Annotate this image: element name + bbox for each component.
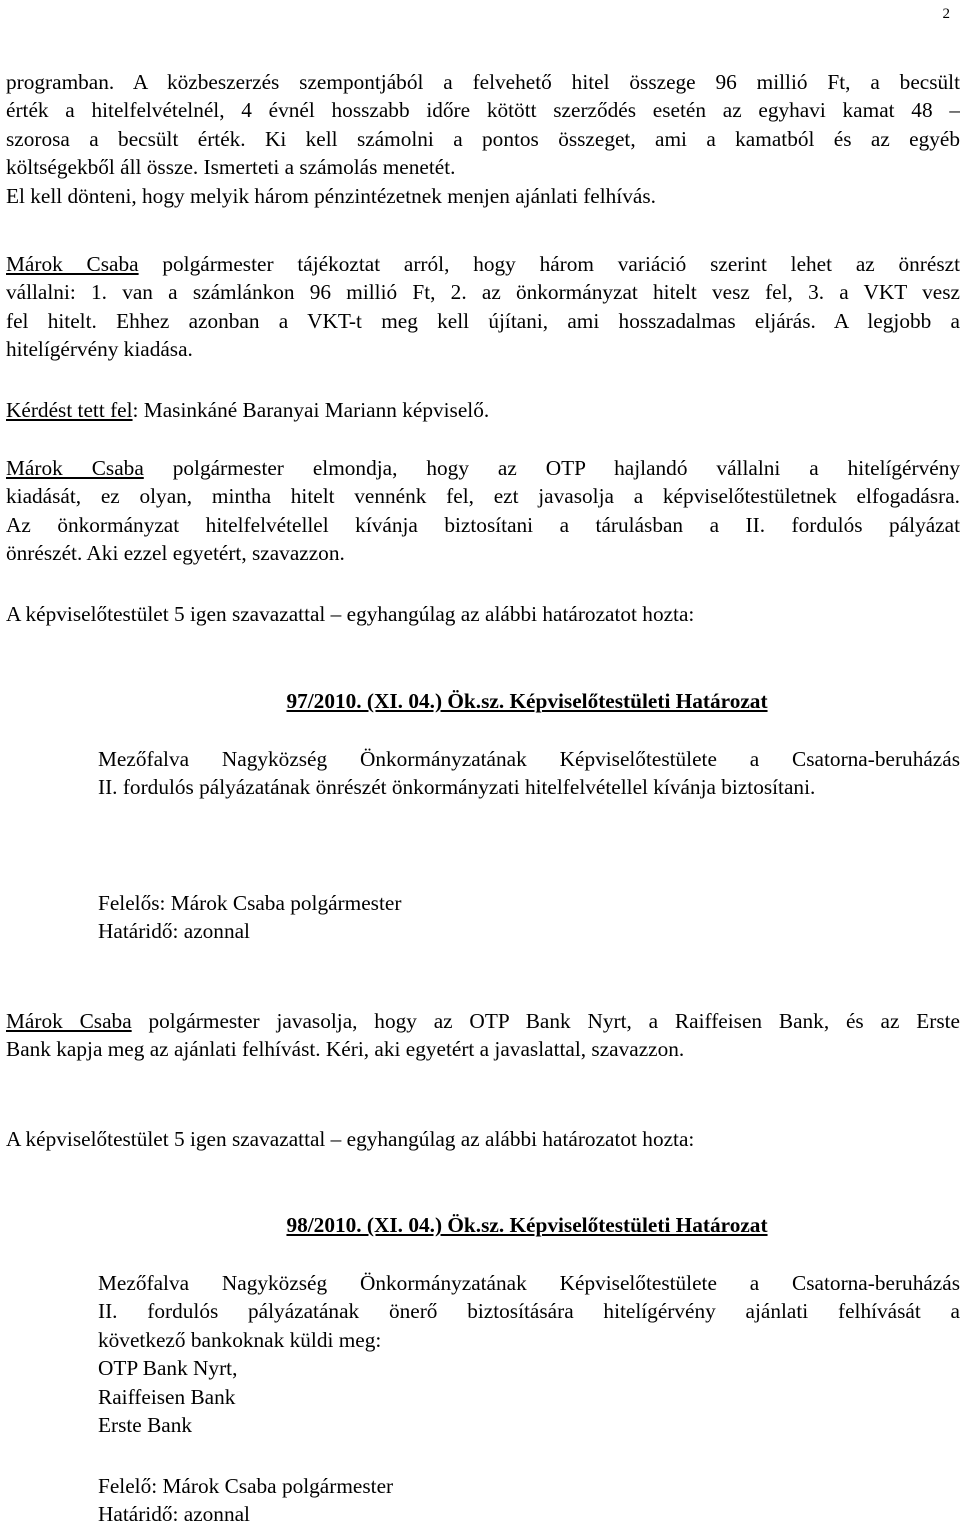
text-line: következő bankoknak küldi meg: bbox=[98, 1327, 382, 1352]
text-line: El kell dönteni, hogy melyik három pénzintézetnek menjen ajánlati felhívás. bbox=[6, 183, 656, 208]
text-line: Bank kapja meg az ajánlati felhívást. Kéri, aki egyetért a javaslattal, szavazzon. bbox=[6, 1037, 685, 1062]
resolution-body-1 bbox=[98, 745, 960, 802]
resolution-responsible-1 bbox=[98, 889, 960, 946]
resolution-body-2 bbox=[98, 1269, 960, 1439]
text-line: Mezőfalva Nagyközség Önkormányzatának Képviselőtestülete a Csatorna-beruházás bbox=[98, 747, 960, 771]
paragraph-intro bbox=[6, 68, 960, 210]
text-line: Az önkormányzat hitelfelvétellel kívánja biztosítani a tárulásban a II. fordulós pályázat bbox=[6, 512, 960, 537]
text-line: Márok Csaba polgármester tájékoztat arról, hogy három variáció szerint lehet az önrészt bbox=[6, 252, 960, 276]
text-line: költségekből áll össze. Ismerteti a számolás menetét. bbox=[6, 155, 456, 180]
text-line: fel hitelt. Ehhez azonban a VKT-t meg kell újítani, ami hosszadalmas eljárás. A legjobb a bbox=[6, 308, 960, 333]
text-line: önrészét. Aki ezzel egyetért, szavazzon. bbox=[6, 541, 345, 566]
paragraph-question bbox=[6, 396, 960, 424]
text-line: vállalni: 1. van a számlánkon 96 millió Ft, 2. az önkormányzat hitelt vesz fel, 3. a VKT vesz bbox=[6, 280, 960, 305]
paragraph-mayor-info bbox=[6, 250, 960, 364]
speaker-name: Márok Csaba bbox=[6, 252, 139, 276]
responsible-line: Felelő: Márok Csaba polgármester bbox=[98, 1474, 394, 1498]
resolution-title-2: 98/2010. (XI. 04.) Ök.sz. Képviselőtestületi Határozat bbox=[286, 1213, 768, 1237]
bank-item: OTP Bank Nyrt, bbox=[98, 1356, 238, 1381]
question-label: Kérdést tett fel bbox=[6, 398, 133, 422]
vote-statement-1: A képviselőtestület 5 igen szavazattal – egyhangúlag az alábbi határozatot hozta: bbox=[6, 602, 695, 626]
text-line: érték a hitelfelvételnél, 4 évnél hosszabb időre kötött szerződés esetén az egyhavi kamat 48 – bbox=[6, 98, 960, 123]
resolution-title-1: 97/2010. (XI. 04.) Ök.sz. Képviselőtestületi Határozat bbox=[286, 689, 768, 713]
text-line: hitelígérvény kiadása. bbox=[6, 337, 193, 362]
vote-statement-2: A képviselőtestület 5 igen szavazattal – egyhangúlag az alábbi határozatot hozta: bbox=[6, 1127, 695, 1151]
bank-item: Raiffeisen Bank bbox=[98, 1384, 236, 1409]
responsible-line: Felelős: Márok Csaba polgármester bbox=[98, 891, 402, 915]
paragraph-mayor-proposal bbox=[6, 454, 960, 568]
text-line: Mezőfalva Nagyközség Önkormányzatának Képviselőtestülete a Csatorna-beruházás bbox=[98, 1271, 960, 1295]
page-number: 2 bbox=[942, 6, 950, 22]
text-line: kiadását, ez olyan, mintha hitelt vennénk fel, ezt javasolja a képviselőtestületnek elfogadásra. bbox=[6, 484, 960, 509]
bank-item: Erste Bank bbox=[98, 1413, 193, 1438]
text-line: II. fordulós pályázatának önerő biztosítására hitelígérvény ajánlati felhívását a bbox=[98, 1299, 960, 1324]
text-line: szorosa a becsült érték. Ki kell számolni a pontos összeget, ami a kamatból és az egyéb bbox=[6, 126, 960, 151]
paragraph-bank-proposal bbox=[6, 1007, 960, 1064]
resolution-responsible-2 bbox=[98, 1472, 960, 1529]
text-line: II. fordulós pályázatának önrészét önkormányzati hitelfelvétellel kívánja biztosítani. bbox=[98, 775, 816, 800]
speaker-name: Márok Csaba bbox=[6, 456, 144, 480]
deadline-line: Határidő: azonnal bbox=[98, 919, 250, 944]
speaker-name: Márok Csaba bbox=[6, 1009, 132, 1033]
text-line: Márok Csaba polgármester elmondja, hogy az OTP hajlandó vállalni a hitelígérvény bbox=[6, 456, 960, 480]
deadline-line: Határidő: azonnal bbox=[98, 1502, 250, 1527]
text-line: Kérdést tett fel: Masinkáné Baranyai Mariann képviselő. bbox=[6, 398, 490, 422]
text-line: Márok Csaba polgármester javasolja, hogy az OTP Bank Nyrt, a Raiffeisen Bank, és az Erste bbox=[6, 1009, 960, 1033]
text-line: programban. A közbeszerzés szempontjából a felvehető hitel összege 96 millió Ft, a becsült bbox=[6, 70, 960, 94]
